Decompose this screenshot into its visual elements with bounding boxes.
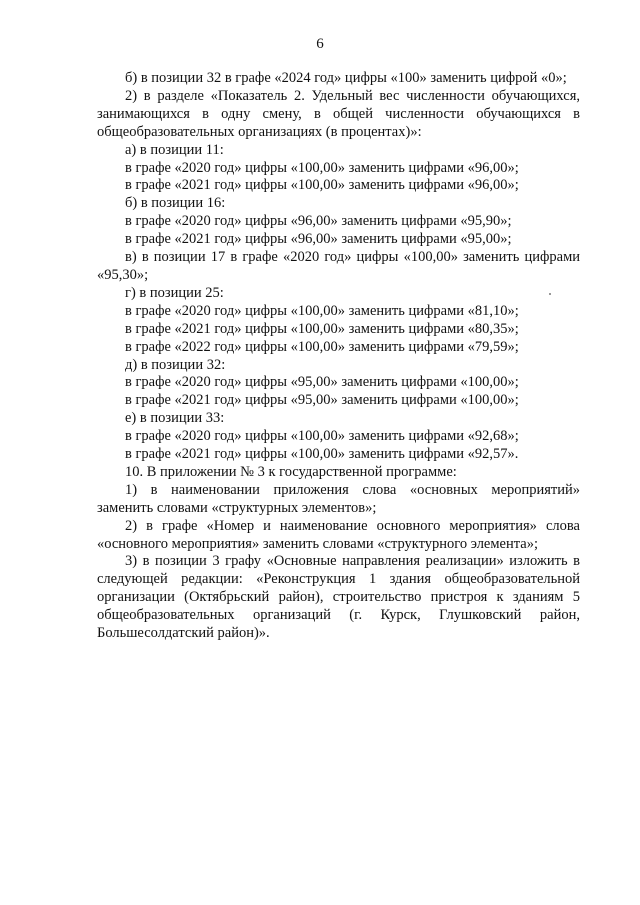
paragraph: 2) в графе «Номер и наименование основного мероприятия» слова «основного мероприятия» заменить словами «структурного элемента»;	[97, 517, 580, 552]
paragraph: 10. В приложении № 3 к государственной программе:	[125, 463, 457, 480]
paragraph: в графе «2022 год» цифры «100,00» заменить цифрами «79,59»;	[125, 338, 519, 355]
paragraph: в графе «2020 год» цифры «100,00» заменить цифрами «96,00»;	[125, 159, 519, 176]
page-number: 6	[316, 36, 324, 52]
paragraph: в) в позиции 17 в графе «2020 год» цифры «100,00» заменить цифрами «95,30»;	[97, 249, 580, 283]
paragraph: д) в позиции 32:	[125, 356, 226, 373]
paragraph: 1) в наименовании приложения слова «основных мероприятий» заменить словами «структурных элементов»;	[97, 481, 580, 516]
paragraph: г) в позиции 25:	[125, 284, 224, 301]
scan-speck	[549, 293, 551, 295]
paragraph: в графе «2021 год» цифры «100,00» заменить цифрами «96,00»;	[125, 177, 519, 194]
paragraph: в графе «2020 год» цифры «100,00» заменить цифрами «81,10»;	[125, 302, 519, 319]
paragraph: в графе «2020 год» цифры «96,00» заменить цифрами «95,90»;	[125, 213, 512, 230]
document-body	[97, 70, 580, 643]
paragraph: в графе «2021 год» цифры «96,00» заменить цифрами «95,00»;	[125, 231, 512, 248]
paragraph: в графе «2020 год» цифры «100,00» заменить цифрами «92,68»;	[125, 428, 519, 445]
paragraph: б) в позиции 32 в графе «2024 год» цифры «100» заменить цифрой «0»;	[125, 70, 567, 86]
paragraph: 3) в позиции 3 графу «Основные направления реализации» изложить в следующей редакции: «Реконструкция 1 здания общеобразовательной организации (Октябрьский район), строительство пристроя к зданиям 5 общеобразовательных организаций (г. Курск, Глушковский район, Большесолдатский район)».	[97, 553, 580, 642]
paragraph: в графе «2021 год» цифры «95,00» заменить цифрами «100,00»;	[125, 392, 519, 409]
paragraph: в графе «2021 год» цифры «100,00» заменить цифрами «80,35»;	[125, 320, 519, 337]
paragraph: е) в позиции 33:	[125, 410, 225, 427]
paragraph: а) в позиции 11:	[125, 141, 224, 158]
paragraph: б) в позиции 16:	[125, 195, 226, 212]
paragraph: 2) в разделе «Показатель 2. Удельный вес численности обучающихся, занимающихся в одну смену, в общей численности обучающихся в общеобразовательных организациях (в процентах)»:	[97, 87, 580, 140]
paragraph: в графе «2020 год» цифры «95,00» заменить цифрами «100,00»;	[125, 374, 519, 391]
paragraph: в графе «2021 год» цифры «100,00» заменить цифрами «92,57».	[125, 446, 519, 463]
